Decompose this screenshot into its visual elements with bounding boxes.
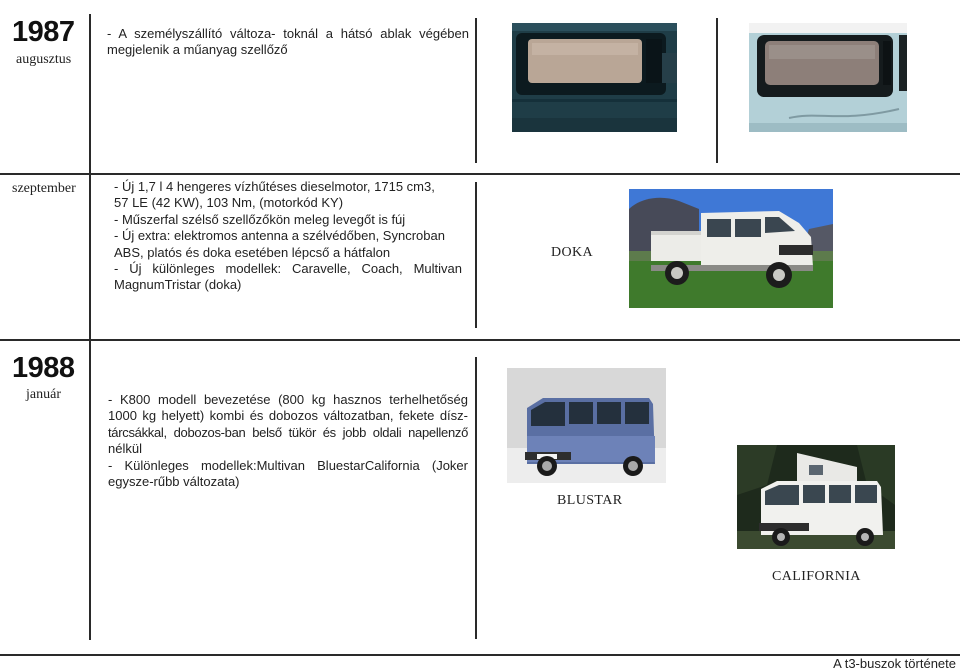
month-january: január <box>26 387 61 402</box>
entry-line: - A személyszállító változa- toknál a hátsó ablak végében <box>107 26 469 41</box>
entry-line: - Új különleges modellek: Caravelle, Coach, Multivan <box>114 261 462 277</box>
entry-line: MagnumTristar (doka) <box>114 277 242 293</box>
entry-line: nélkül <box>108 441 142 457</box>
photo-rear-vent-light <box>749 23 907 132</box>
entry-line: - K800 modell bevezetése (800 kg hasznos terhelhetőség <box>108 392 468 407</box>
year-1987: 1987 <box>12 16 75 48</box>
entry-line: ABS, platós és doka esetében lépcső a hátfalon <box>114 244 391 260</box>
left-column-rule <box>89 14 91 640</box>
photo-rear-vent-dark <box>512 23 677 132</box>
month-august: augusztus <box>16 52 72 67</box>
text-column-rule-1 <box>475 18 477 163</box>
text-column-rule-2 <box>475 182 477 328</box>
caption-doka: DOKA <box>551 245 594 260</box>
rule-1987-september <box>0 173 960 175</box>
entry-line: tárcsákkal, dobozos-ban belső tükör és jobb oldali napellenző <box>108 424 468 440</box>
photo-bluestar <box>507 368 666 483</box>
caption-california: CALIFORNIA <box>772 569 861 584</box>
footer-rule <box>0 654 960 656</box>
photo-column-rule-1 <box>716 18 718 163</box>
caption-bluestar: BLUSTAR <box>557 493 623 508</box>
entry-line: - Új 1,7 l 4 hengeres vízhűtéses dieselmotor, 1715 cm3, <box>114 179 435 194</box>
year-1988: 1988 <box>12 352 75 384</box>
entry-line: - Műszerfal szélső szellőzőkön meleg levegőt is fúj <box>114 211 406 227</box>
entry-august-text <box>107 26 469 59</box>
entry-line: - Új extra: elektromos antenna a szélvédőben, Syncroban <box>114 228 445 244</box>
entry-january-text <box>108 392 468 490</box>
entry-line: megjelenik a műanyag szellőző <box>107 42 288 58</box>
text-column-rule-3 <box>475 357 477 639</box>
entry-september-text <box>114 179 462 294</box>
photo-doka <box>629 189 833 308</box>
footer-title: A t3-buszok története <box>833 656 956 671</box>
rule-1988 <box>0 339 960 341</box>
month-september: szeptember <box>12 181 76 196</box>
entry-line: 57 LE (42 KW), 103 Nm, (motorkód KY) <box>114 195 344 211</box>
entry-line: egysze-rűbb változata) <box>108 474 240 490</box>
entry-line: 1000 kg helyett) kombi és dobozos változatban, fekete dísz- <box>108 408 468 424</box>
photo-california <box>737 445 895 549</box>
entry-line: - Különleges modellek:Multivan BluestarCalifornia (Joker <box>108 457 468 473</box>
